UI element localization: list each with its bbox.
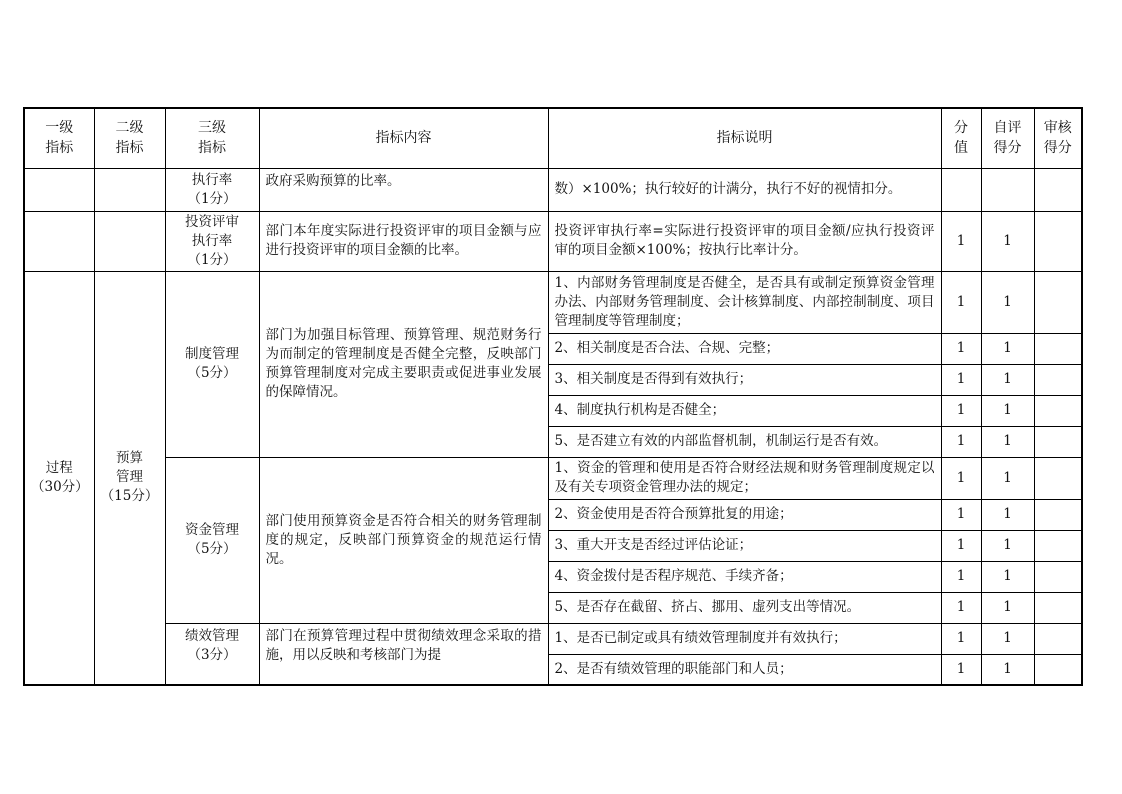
self-score-cell: 1 [981,654,1034,685]
description-performance-item-2: 2、是否有绩效管理的职能部门和人员； [548,654,941,685]
review-score-cell [1034,592,1082,623]
score-cell: 1 [941,457,981,499]
level1-cell-empty [24,211,94,271]
description-system-item-2: 2、相关制度是否合法、合规、完整； [548,333,941,364]
level3-performance-management: 绩效管理 （3分） [165,623,259,685]
level1-cell-empty [24,168,94,211]
description-funds-item-3: 3、重大开支是否经过评估论证； [548,530,941,561]
score-cell: 1 [941,561,981,592]
self-score-cell: 1 [981,592,1034,623]
header-self-score: 自评 得分 [981,108,1034,168]
review-score-cell [1034,168,1082,211]
review-score-cell [1034,654,1082,685]
score-cell: 1 [941,499,981,530]
header-content: 指标内容 [259,108,548,168]
description-funds-item-2: 2、资金使用是否符合预算批复的用途； [548,499,941,530]
self-score-cell: 1 [981,364,1034,395]
score-cell [941,168,981,211]
review-score-cell [1034,333,1082,364]
level3-invest-review: 投资评审 执行率 （1分） [165,211,259,271]
score-cell: 1 [941,592,981,623]
score-cell: 1 [941,623,981,654]
header-level3: 三级 指标 [165,108,259,168]
content-system-management: 部门为加强目标管理、预算管理、规范财务行为而制定的管理制度是否健全完整，反映部门预算管理制度对完成主要职责或促进事业发展的保障情况。 [259,271,548,457]
score-cell: 1 [941,364,981,395]
level2-budget-management: 预算 管理 （15分） [94,271,165,685]
description-funds-item-1: 1、资金的管理和使用是否符合财经法规和财务管理制度规定以及有关专项资金管理办法的规定； [548,457,941,499]
review-score-cell [1034,457,1082,499]
self-score-cell: 1 [981,499,1034,530]
self-score-cell: 1 [981,561,1034,592]
description-performance-item-1: 1、是否已制定或具有绩效管理制度并有效执行； [548,623,941,654]
level2-cell-empty [94,211,165,271]
content-invest-review: 部门本年度实际进行投资评审的项目金额与应进行投资评审的项目金额的比率。 [259,211,548,271]
table-row [24,211,1082,271]
evaluation-table [23,107,1083,686]
score-cell: 1 [941,271,981,333]
score-cell: 1 [941,211,981,271]
header-row [24,108,1082,168]
description-system-item-5: 5、是否建立有效的内部监督机制，机制运行是否有效。 [548,426,941,457]
self-score-cell: 1 [981,426,1034,457]
review-score-cell [1034,561,1082,592]
table-row [24,271,1082,333]
description-funds-item-4: 4、资金拨付是否程序规范、手续齐备； [548,561,941,592]
description-system-item-1: 1、内部财务管理制度是否健全，是否具有或制定预算资金管理办法、内部财务管理制度、会计核算制度、内部控制制度、项目管理制度等管理制度； [548,271,941,333]
self-score-cell: 1 [981,271,1034,333]
score-cell: 1 [941,395,981,426]
review-score-cell [1034,623,1082,654]
content-exec-rate: 政府采购预算的比率。 [259,168,548,211]
table-row [24,168,1082,211]
self-score-cell: 1 [981,457,1034,499]
level2-cell-empty [94,168,165,211]
score-cell: 1 [941,530,981,561]
self-score-cell: 1 [981,530,1034,561]
level3-exec-rate: 执行率 （1分） [165,168,259,211]
review-score-cell [1034,499,1082,530]
score-cell: 1 [941,654,981,685]
review-score-cell [1034,211,1082,271]
level1-process: 过程 （30分） [24,271,94,685]
review-score-cell [1034,395,1082,426]
description-exec-rate: 数）×100%；执行较好的计满分，执行不好的视情扣分。 [548,168,941,211]
description-invest-review: 投资评审执行率=实际进行投资评审的项目金额/应执行投资评审的项目金额×100%；按执行比率计分。 [548,211,941,271]
header-description: 指标说明 [548,108,941,168]
self-score-cell: 1 [981,395,1034,426]
review-score-cell [1034,271,1082,333]
level3-system-management: 制度管理 （5分） [165,271,259,457]
table-row [24,623,1082,654]
review-score-cell [1034,530,1082,561]
content-performance-management: 部门在预算管理过程中贯彻绩效理念采取的措施，用以反映和考核部门为提 [259,623,548,685]
self-score-cell: 1 [981,333,1034,364]
description-funds-item-5: 5、是否存在截留、挤占、挪用、虚列支出等情况。 [548,592,941,623]
self-score-cell [981,168,1034,211]
self-score-cell: 1 [981,623,1034,654]
score-cell: 1 [941,333,981,364]
description-system-item-3: 3、相关制度是否得到有效执行； [548,364,941,395]
review-score-cell [1034,364,1082,395]
self-score-cell: 1 [981,211,1034,271]
header-level1: 一级 指标 [24,108,94,168]
header-level2: 二级 指标 [94,108,165,168]
score-cell: 1 [941,426,981,457]
description-system-item-4: 4、制度执行机构是否健全； [548,395,941,426]
content-funds-management: 部门使用预算资金是否符合相关的财务管理制度的规定，反映部门预算资金的规范运行情况。 [259,457,548,623]
level3-funds-management: 资金管理 （5分） [165,457,259,623]
table-row [24,457,1082,499]
header-review-score: 审核 得分 [1034,108,1082,168]
header-score: 分 值 [941,108,981,168]
review-score-cell [1034,426,1082,457]
